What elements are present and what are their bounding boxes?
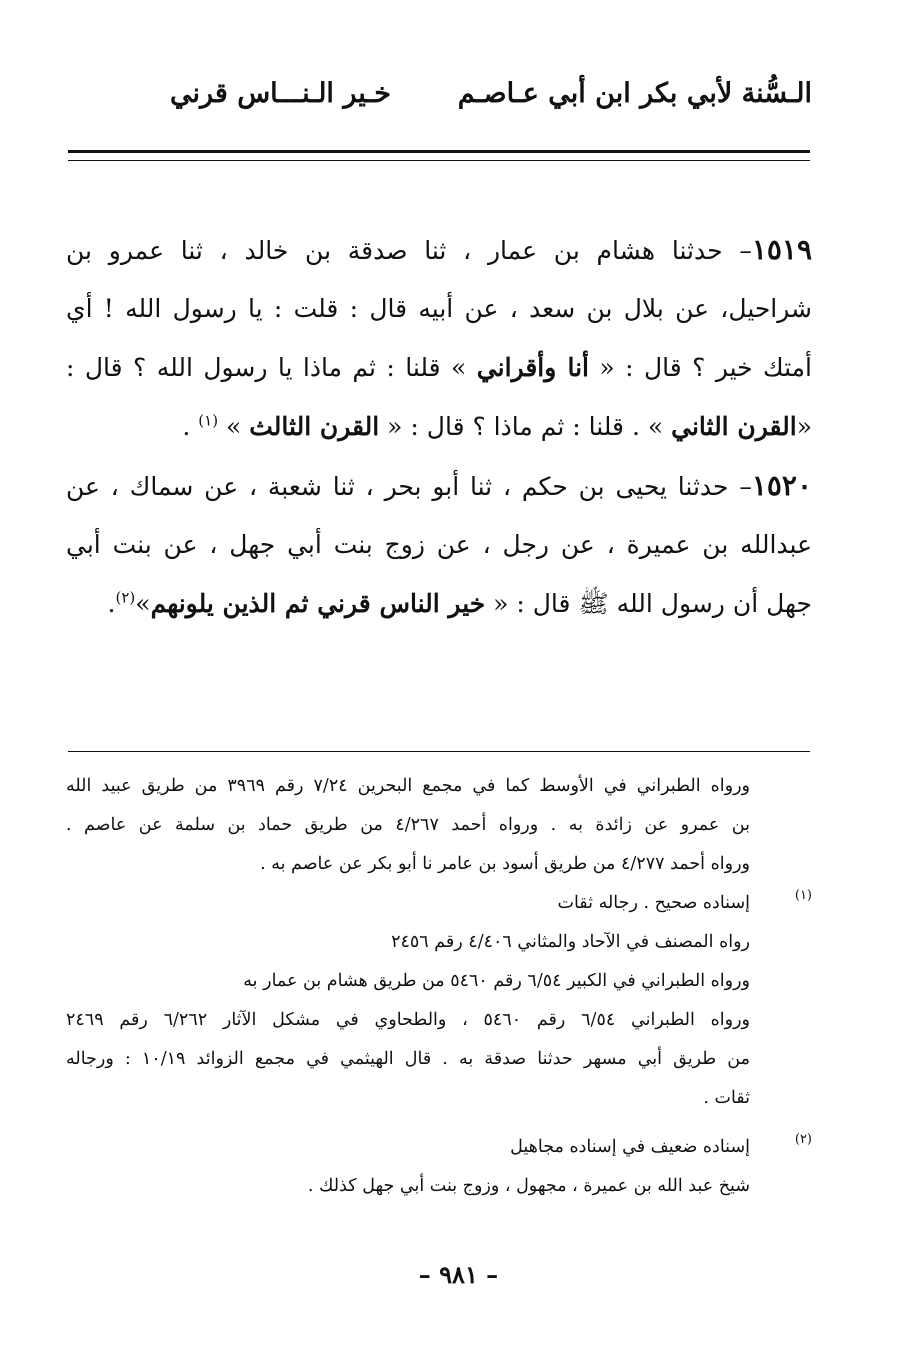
footnote-ref: (٢) [115,588,136,607]
footnote-1-line: من طريق أبي مسهر حدثنا صدقة به . قال الهيثمي في مجمع الزوائد ١٠/١٩ : ورجاله [66,1049,750,1069]
main-text [66,220,812,633]
hadith-1520-line-3: جهل أن رسول الله ﷺ قال : « خير الناس قرني ثم الذين يلونهم»$^{(٢)}$. [107,588,812,618]
footnote-continued-line: ورواه الطبراني في الأوسط كما في مجمع البحرين ٧/٢٤ رقم ٣٩٦٩ من طريق عبيد الله [66,776,750,796]
chapter-title: خـير الـنـــاس قرني [170,78,391,109]
prophetic-text: القرن الثاني [671,412,797,441]
running-header [150,78,820,118]
book-title: الـسُّنة لأبي بكر ابن أبي عـاصـم [457,78,812,109]
footnote-continued-line: ورواه أحمد ٤/٢٧٧ من طريق أسود بن عامر نا أبو بكر عن عاصم به . [260,854,750,874]
header-rule-thin [68,160,810,161]
footnote-2-line: شيخ عبد الله بن عميرة ، مجهول ، وزوج بنت أبي جهل كذلك . [307,1176,750,1196]
hadith-1519-line-2: شراحيل، عن بلال بن سعد ، عن أبيه قال : قلت : يا رسول الله ! أي [66,294,812,323]
footnote-2-marker: (٢) [794,1132,812,1147]
hadith-number: ١٥٢٠ [751,469,812,502]
header-rule-thick [68,150,810,153]
hadith-1519-line-1: ١٥١٩– حدثنا هشام بن عمار ، ثنا صدقة بن خالد ، ثنا عمرو بن [66,233,812,266]
prophetic-text: خير الناس قرني ثم الذين يلونهم [150,589,486,618]
footnote-ref: (١) [198,411,219,430]
footnote-1-line: رواه المصنف في الآحاد والمثاني ٤/٤٠٦ رقم ٢٤٥٦ [391,932,750,952]
hadith-1519-line-3: أمتك خير ؟ قال : « أنا وأقراني » قلنا : ثم ماذا يا رسول الله ؟ قال : [66,353,812,382]
footnote-1-line: ورواه الطبراني ٦/٥٤ رقم ٥٤٦٠ ، والطحاوي في مشكل الآثار ٦/٢٦٢ رقم ٢٤٦٩ [66,1010,750,1030]
hadith-number: ١٥١٩ [751,233,812,266]
hadith-1520-line-1: ١٥٢٠– حدثنا يحيى بن حكم ، ثنا أبو بحر ، ثنا شعبة ، عن سماك ، عن [66,469,812,502]
footnote-separator [68,751,810,752]
prophetic-text: القرن الثالث [249,412,380,441]
footnote-continued-line: بن عمرو عن زائدة به . ورواه أحمد ٤/٢٦٧ من طريق حماد بن سلمة عن عاصم . [66,815,750,835]
footnote-1-line: ثقات . [703,1088,750,1108]
prophetic-text: أنا وأقراني [476,353,589,382]
hadith-1520-line-2: عبدالله بن عميرة ، عن رجل ، عن زوج بنت أبي جهل ، عن بنت أبي [66,530,812,559]
footnote-2-line: (٢) إسناده ضعيف في إسناده مجاهيل [66,1128,812,1167]
page-number: – ٩٨١ – [418,1260,499,1289]
hadith-1519-line-4: «القرن الثاني » . قلنا : ثم ماذا ؟ قال : « القرن الثالث » $^{(١)}$ . [182,411,812,441]
footnote-1-line: (١) إسناده صحيح . رجاله ثقات [66,884,812,923]
footnote-1-line: ورواه الطبراني في الكبير ٦/٥٤ رقم ٥٤٦٠ من طريق هشام بن عمار به [243,971,750,991]
footnotes [66,767,812,1206]
footnote-1-marker: (١) [794,888,812,903]
